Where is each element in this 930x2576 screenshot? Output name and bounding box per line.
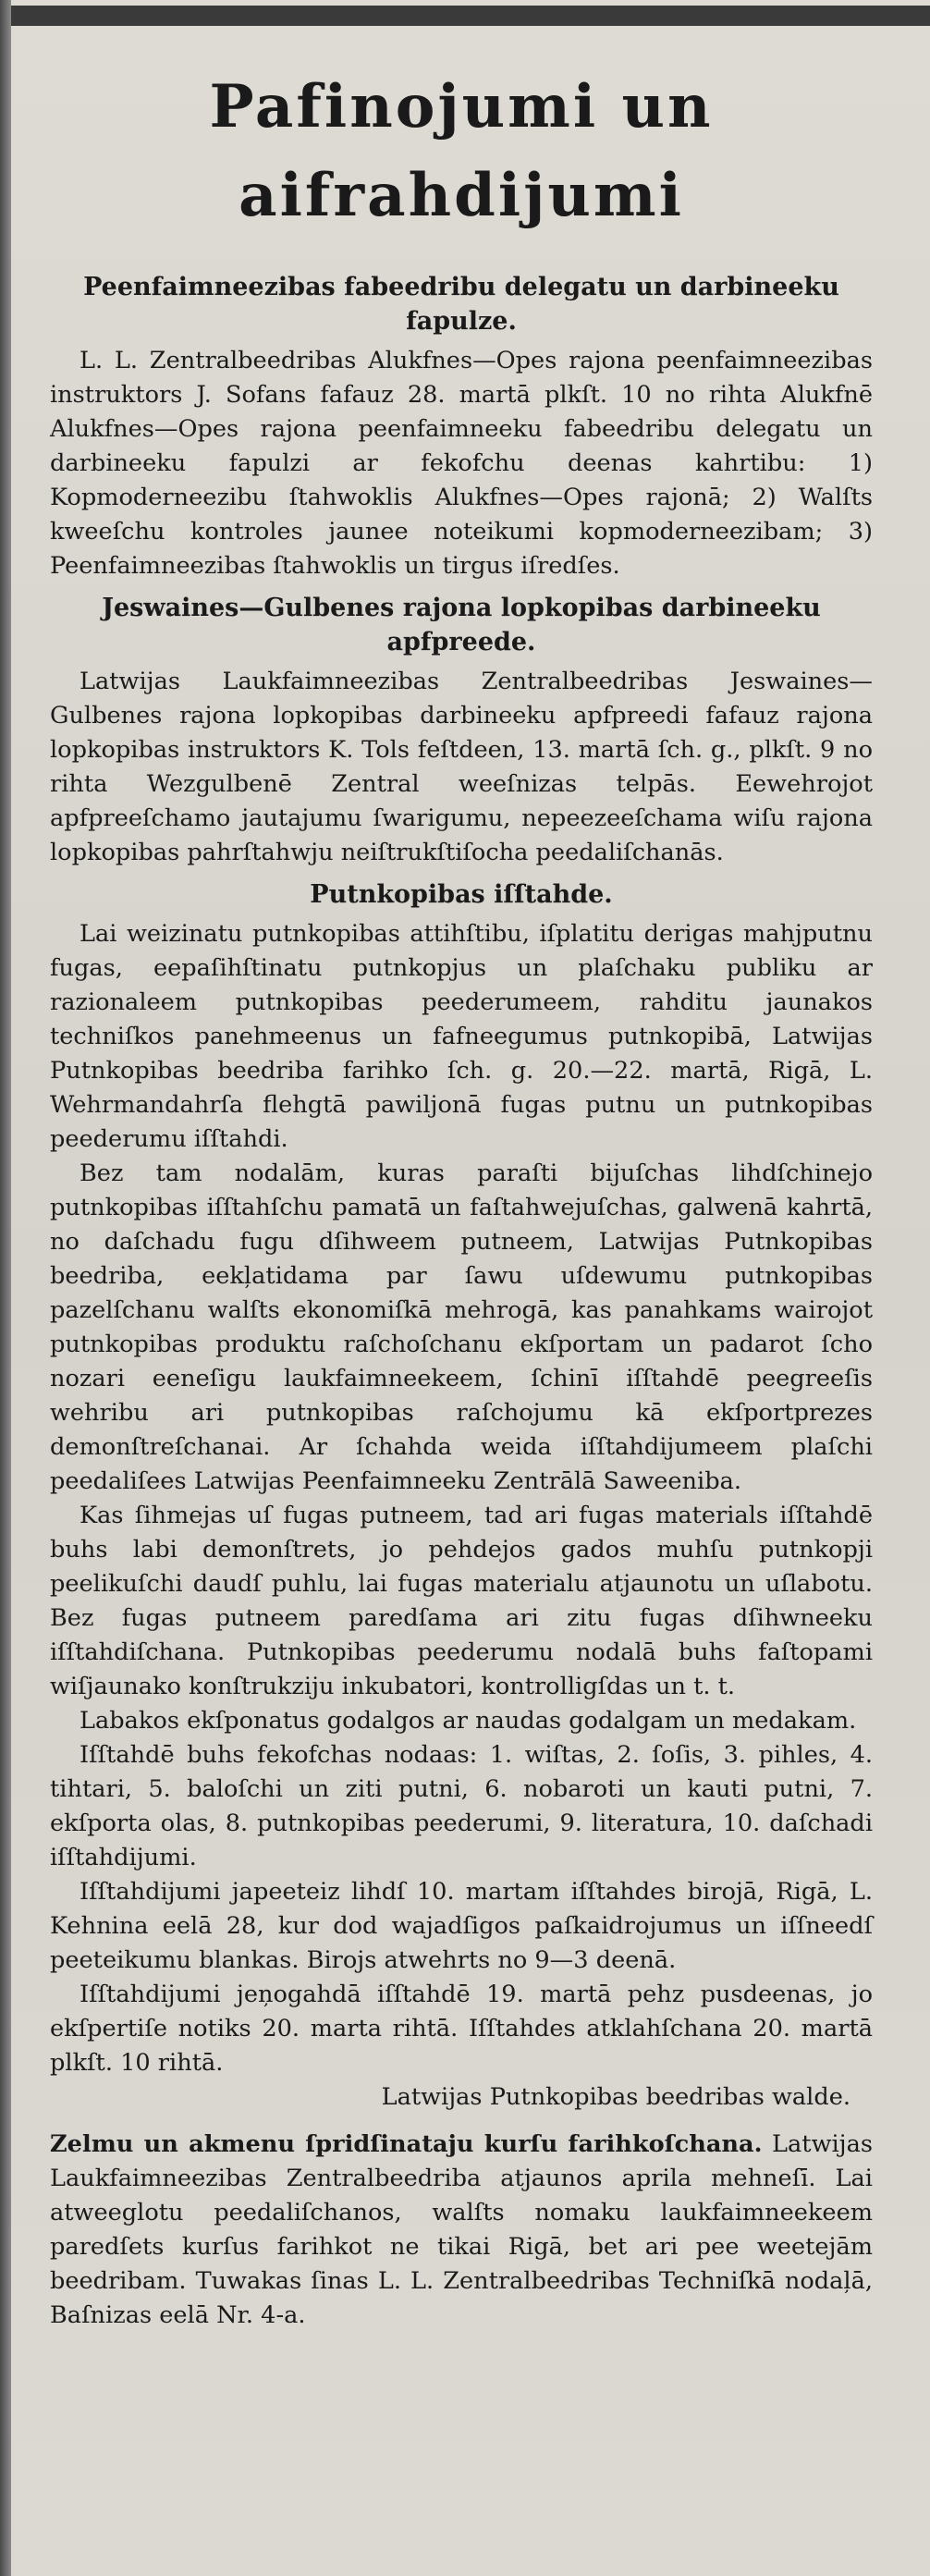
article-headline: Putnkopibas iſſtahde. <box>310 880 613 909</box>
article-headline: Peenfaimneezibas fabeedribu delegatu un darbineeku fapulze. <box>83 273 839 336</box>
article-paragraph: Lai weizinatu putnkopibas attihſtibu, iſplatitu derigas mahjputnu fugas, eepaſihſtinatu putnkopjus un plaſchaku publiku ar razionaleem putnkopibas peederumeem, rahditu jaunakos techniſkos panehmeenus un fafneegumus putnkopibā, Latwijas Putnkopibas beedriba farihko ſch. g. 20.—22. martā, Rigā, L. Wehrmandahrſa flehgtā pawiljonā fugas putnu un putnkopibas peederumu iſſtahdi. <box>50 920 873 1153</box>
article-paragraph: Iſſtahdē buhs fekofchas nodaas: 1. wiſtas, 2. ſoſis, 3. pihles, 4. tihtari, 5. baloſchi un ziti putni, 6. nobaroti un kauti putni, 7. ekſporta olas, 8. putnkopibas peederumi, 9. literatura, 10. daſchadi iſſtahdijumi. <box>50 1741 873 1871</box>
article-poultry-exhibition <box>50 877 873 2115</box>
article-dairy-meeting <box>50 270 873 583</box>
masthead-title: Pafinojumi un aifrahdijumi <box>209 72 714 230</box>
article-headline: Jeswaines—Gulbenes rajona lopkopibas darbineeku apfpreede. <box>102 594 821 656</box>
article-blasting-courses <box>50 2128 873 2333</box>
article-body: L. L. Zentralbeedribas Alukfnes—Opes rajona peenfaimneezibas instruktors J. Sofans fafauz 28. martā plkſt. 10 no rihta Alukfnē Alukfnes—Opes rajona peenfaimneeku fabeedribu delegatu un darbineeku fapulzi ar fekofchu deenas kahrtibu: 1) Kopmoderneezibu ſtahwoklis Alukfnes—Opes rajonā; 2) Walſts kweeſchu kontroles jaunee noteikumi kopmoderneezibam; 3) Peenfaimneezibas ſtahwoklis un tirgus iſredſes. <box>50 347 873 580</box>
article-livestock-meeting <box>50 591 873 870</box>
article-column <box>50 63 873 2333</box>
article-lead: Zelmu un akmenu ſpridſinataju kurſu farihkoſchana. <box>50 2130 763 2158</box>
left-edge-rule <box>0 0 11 2576</box>
article-paragraph: Bez tam nodalām, kuras paraſti bijuſchas lihdſchinejo putnkopibas iſſtahſchu pamatā un faſtahwejuſchas, galwenā kahrtā, no daſchadu fugu dſihweem putneem, Latwijas Putnkopibas beedriba, eekļatidama par ſawu uſdewumu putnkopibas pazelſchanu walſts ekonomiſkā mehrogā, kas panahkams wairojot putnkopibas produktu raſchoſchanu ekſportam un padarot ſcho nozari eeneſigu laukfaimneekeem, ſchinī iſſtahdē peegreeſis wehribu ari putnkopibas raſchojumu kā ekſportprezes demonſtreſchanai. Ar ſchahda weida iſſtahdijumeem plaſchi peedaliſees Latwijas Peenfaimneeku Zentrālā Saweeniba. <box>50 1159 873 1495</box>
article-body <box>50 2128 873 2333</box>
article-paragraph: Labakos ekſponatus godalgos ar naudas godalgam un medakam. <box>80 1707 857 1735</box>
article-paragraph: Kas ſihmejas uſ fugas putneem, tad ari fugas materials iſſtahdē buhs labi demonſtrets, jo pehdejos gados muhſu putnkopji peelikuſchi daudſ puhlu, lai fugas materialu atjaunotu un uſlabotu. Bez fugas putneem paredſama ari zitu fugas dſihwneeku iſſtahdiſchana. Putnkopibas peederumu nodalā buhs faſtopami wiſjaunako konſtrukziju inkubatori, kontrolligſdas un t. t. <box>50 1502 873 1700</box>
article-signature: Latwijas Putnkopibas beedribas walde. <box>381 2083 850 2111</box>
article-body-text: Latwijas Laukfaimneezibas Zentralbeedriba atjaunos aprila mehneſī. Lai atweeglotu peedaliſchanos, walſts nomaku laukfaimneekeem paredſets kurſus farihkot ne tikai Rigā, bet ari pee weetejām beedribam. Tuwakas ſinas L. L. Zentralbeedribas Techniſkā nodaļā, Baſnizas eelā Nr. 4-a. <box>50 2130 874 2329</box>
article-paragraph: Iſſtahdijumi jeņogahdā iſſtahdē 19. martā pehz pusdeenas, jo ekſpertiſe notiks 20. marta rihtā. Iſſtahdes atklahſchana 20. martā plkſt. 10 rihtā. <box>50 1981 873 2077</box>
article-paragraph: Iſſtahdijumi japeeteiz lihdſ 10. martam iſſtahdes birojā, Rigā, L. Kehnina eelā 28, kur dod wajadſigos paſkaidrojumus un iſſneedſ peeteikumu blankas. Birojs atwehrts no 9—3 deenā. <box>50 1878 873 1974</box>
top-edge-rule <box>0 6 930 26</box>
article-body: Latwijas Laukfaimneezibas Zentralbeedribas Jeswaines—Gulbenes rajona lopkopibas darbineeku apfpreedi fafauz rajona lopkopibas instruktors K. Tols feſtdeen, 13. martā ſch. g., plkſt. 9 no rihta Wezgulbenē Zentral weeſnizas telpās. Eewehrojot apfpreeſchamo jautajumu ſwarigumu, nepeezeeſchama wiſu rajona lopkopibas pahrſtahwju neiſtrukſtiſocha peedaliſchanās. <box>50 668 873 866</box>
